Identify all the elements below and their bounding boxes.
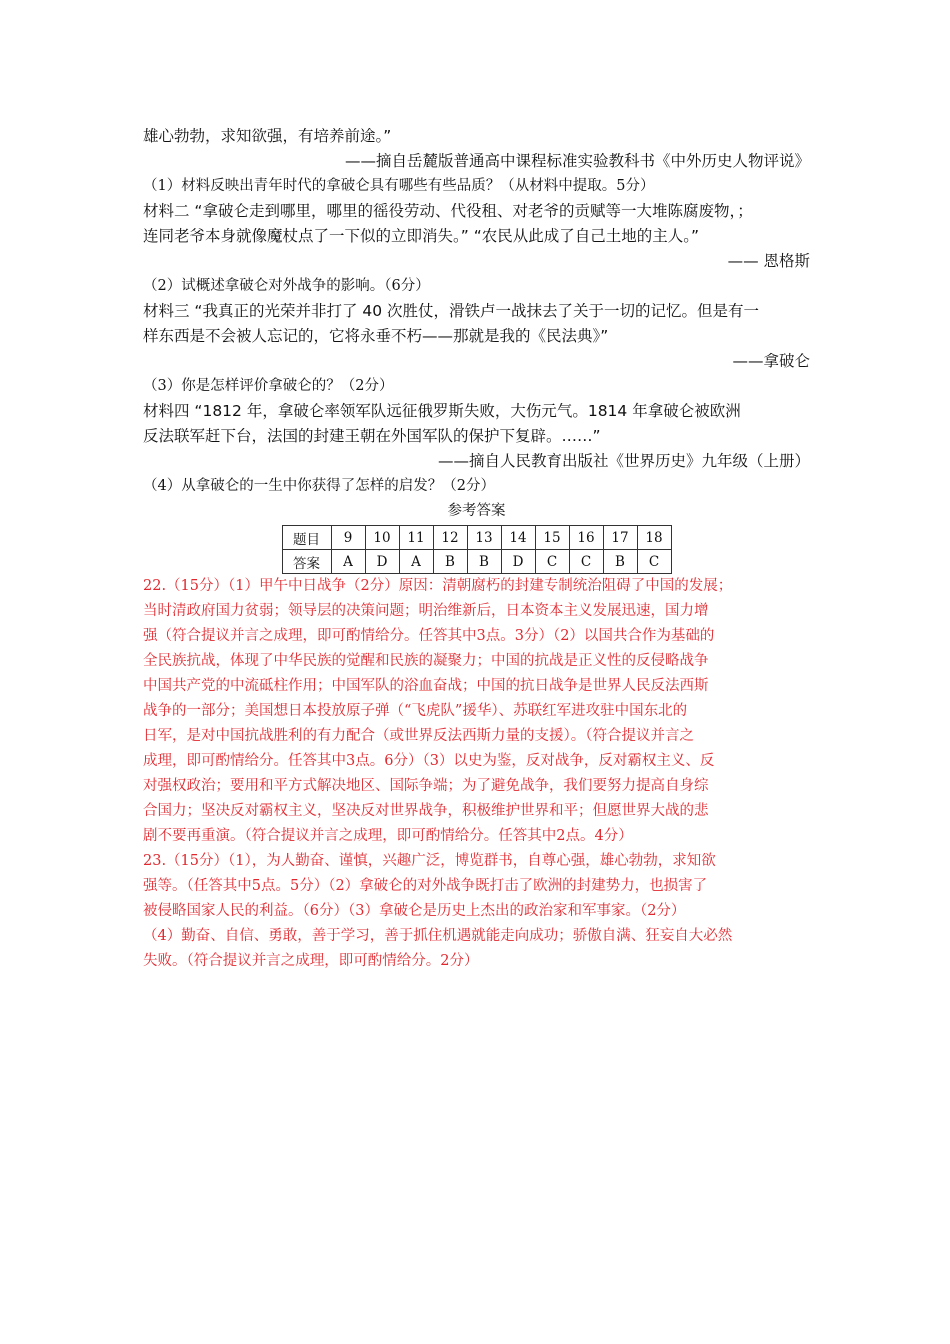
answer-key-cell: 14: [501, 526, 535, 550]
answer-key-cell: 18: [637, 526, 671, 550]
answer-key-cell: 10: [365, 526, 399, 550]
answer-key-cell: D: [365, 550, 399, 574]
question-3: （3）你是怎样评价拿破仑的？（2分）: [143, 378, 394, 394]
answer-22-block: [143, 574, 810, 849]
answer-key-cell: B: [467, 550, 501, 574]
answer-22-line: 合国力；坚决反对霸权主义，坚决反对世界战争，积极维护世界和平；但愿世界大战的悲: [143, 803, 709, 819]
question-2: （2）试概述拿破仑对外战争的影响。（6分）: [143, 278, 430, 294]
answer-22-line: 对强权政治；要用和平方式解决地区、国际争端；为了避免战争，我们要努力提高自身综: [143, 778, 709, 794]
answer-key-cell: 13: [467, 526, 501, 550]
answer-23-line: 强等。（任答其中5点。5分）（2）拿破仑的对外战争既打击了欧洲的封建势力，也损害了: [143, 878, 708, 894]
material3-line1: 材料三 “我真正的光荣并非打了 40 次胜仗，滑铁卢一战抹去了关于一切的记忆。但是有一: [143, 302, 760, 320]
answer-22-line: 成理，即可酌情给分。任答其中3点。6分）（3）以史为鉴，反对战争，反对霸权主义、反: [143, 753, 715, 769]
answer-key-cell: 16: [569, 526, 603, 550]
answer-22-line: 剧不要再重演。（符合提议并言之成理，即可酌情给分。任答其中2点。4分）: [143, 828, 633, 844]
material4-source: ——摘自人民教育出版社《世界历史》九年级（上册）: [437, 452, 810, 470]
answer-23-block: [143, 849, 810, 974]
answer-22-line: 中国共产党的中流砥柱作用；中国军队的浴血奋战；中国的抗日战争是世界人民反法西斯: [143, 678, 709, 694]
answer-key-cell: C: [569, 550, 603, 574]
answer-key-header-cell: 答案: [282, 550, 331, 574]
answer-23-line: 失败。（符合提议并言之成理，即可酌情给分。2分）: [143, 953, 479, 969]
answer-23-line: （4）勤奋、自信、勇敢，善于学习，善于抓住机遇就能走向成功；骄傲自满、狂妄自大必然: [143, 928, 733, 944]
answer-key-cell: 9: [331, 526, 365, 550]
answer-22-line: 当时清政府国力贫弱；领导层的决策问题；明治维新后，日本资本主义发展迅速，国力增: [143, 603, 709, 619]
material3-line2: 样东西是不会被人忘记的，它将永垂不朽——那就是我的《民法典》”: [143, 327, 609, 345]
answer-key-cell: A: [331, 550, 365, 574]
material2-source: —— 恩格斯: [727, 252, 810, 270]
answer-22-line: 强（符合提议并言之成理，即可酌情给分。任答其中3点。3分）（2）以国共合作为基础的: [143, 628, 715, 644]
document-page: [143, 124, 810, 974]
question-4: （4）从拿破仑的一生中你获得了怎样的启发？（2分）: [143, 478, 495, 494]
answer-key-cell: B: [433, 550, 467, 574]
material4-line1: 材料四 “1812 年，拿破仑率领军队远征俄罗斯失败，大伤元气。1814 年拿破仑被欧洲: [143, 402, 741, 420]
material1-tail: 雄心勃勃，求知欲强，有培养前途。”: [143, 127, 392, 145]
answer-key-cell: A: [399, 550, 433, 574]
answer-key-table: [282, 525, 672, 574]
answer-key-row-numbers: [282, 526, 671, 550]
answer-23-line: 被侵略国家人民的利益。（6分）（3）拿破仑是历史上杰出的政治家和军事家。（2分）: [143, 903, 686, 919]
answer-23-line: 23.（15分）（1），为人勤奋、谨慎，兴趣广泛，博览群书，自尊心强，雄心勃勃，求知欲: [143, 853, 716, 869]
answer-key-cell: D: [501, 550, 535, 574]
material1-source: ——摘自岳麓版普通高中课程标准实验教科书《中外历史人物评说》: [344, 152, 810, 170]
answer-key-cell: 12: [433, 526, 467, 550]
answer-key-row-answers: [282, 550, 671, 574]
answer-key-cell: 11: [399, 526, 433, 550]
answer-key-cell: C: [535, 550, 569, 574]
material2-line2: 连同老爷本身就像魔杖点了一下似的立即消失。” “农民从此成了自己土地的主人。”: [143, 227, 700, 245]
answer-key-cell: 17: [603, 526, 637, 550]
material3-source: ——拿破仑: [732, 352, 810, 370]
answer-key-header-cell: 题目: [282, 526, 331, 550]
answer-22-line: 战争的一部分；美国想日本投放原子弹（“飞虎队”援华）、苏联红军进攻驻中国东北的: [143, 703, 688, 719]
material4-line2: 反法联军赶下台，法国的封建王朝在外国军队的保护下复辟。……”: [143, 427, 601, 445]
answer-22-line: 全民族抗战，体现了中华民族的觉醒和民族的凝聚力；中国的抗战是正义性的反侵略战争: [143, 653, 709, 669]
answer-key-cell: 15: [535, 526, 569, 550]
answer-title: 参考答案: [447, 503, 506, 519]
answer-22-line: 日军，是对中国抗战胜利的有力配合（或世界反法西斯力量的支援）。（符合提议并言之: [143, 728, 694, 744]
material2-line1: 材料二 “拿破仑走到哪里，哪里的徭役劳动、代役租、对老爷的贡赋等一大堆陈腐废物，；: [143, 202, 753, 220]
question-1: （1）材料反映出青年时代的拿破仑具有哪些有些品质？（从材料中提取。5分）: [143, 178, 655, 194]
answer-key-cell: B: [603, 550, 637, 574]
answer-key-cell: C: [637, 550, 671, 574]
answer-22-line: 22.（15分）（1）甲午中日战争（2分）原因：清朝腐朽的封建专制统治阻碍了中国的发展；: [143, 578, 733, 594]
